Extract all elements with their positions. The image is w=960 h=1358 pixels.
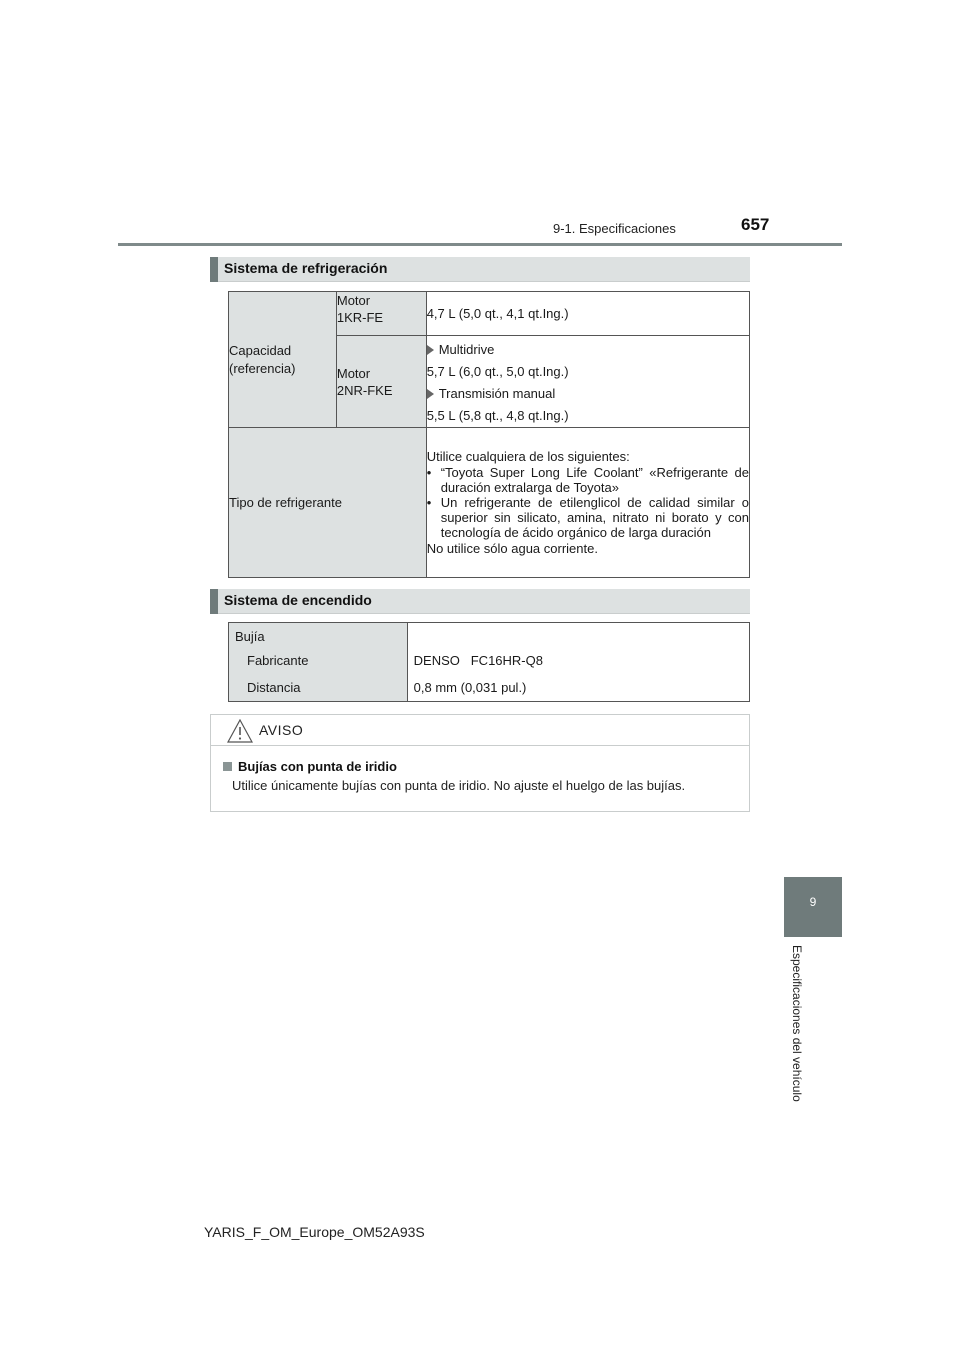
- ignition-table: [228, 622, 750, 702]
- header-rule: [118, 243, 842, 246]
- page-number: 657: [741, 215, 770, 234]
- capacity-label: Capacidad (referencia): [229, 342, 296, 376]
- notice-subtitle: Bujías con punta de iridio: [238, 759, 397, 774]
- coolant-label-cell: [229, 428, 427, 578]
- motor2-label-cell: [336, 336, 426, 428]
- cooling-section-heading: [210, 257, 750, 282]
- ignition-section-title: Sistema de encendido: [224, 592, 372, 608]
- motor1-label-cell: [336, 292, 426, 336]
- chapter-title: Especificaciones del vehículo: [790, 945, 804, 1102]
- motor1-value-cell: [426, 292, 749, 336]
- notice-title: AVISO: [259, 722, 304, 738]
- motor2-option1: [427, 340, 749, 360]
- triangle-bullet-icon: [427, 345, 434, 355]
- motor2-value2: 5,5 L (5,8 qt., 4,8 qt.Ing.): [426, 407, 569, 423]
- gap-value: 0,8 mm (0,031 pul.): [413, 680, 527, 695]
- coolant-note: No utilice sólo agua corriente.: [426, 541, 598, 556]
- notice-body: Utilice únicamente bujías con punta de iridio. No ajuste el huelgo de las bujías.: [232, 778, 686, 793]
- motor1-label: Motor 1KR-FE: [336, 293, 384, 325]
- motor2-option2: [427, 384, 749, 404]
- cooling-section-title: Sistema de refrigeración: [224, 260, 388, 276]
- ignition-section-heading: [210, 589, 750, 614]
- motor2-label: Motor 2NR-FKE: [336, 365, 393, 398]
- square-bullet-icon: [223, 762, 232, 771]
- spark-plug-label: Bujía: [235, 629, 265, 644]
- motor1-value: 4,7 L (5,0 qt., 4,1 qt.Ing.): [426, 306, 569, 321]
- maker-value: DENSO FC16HR-Q8: [413, 653, 543, 668]
- chapter-tab: [784, 877, 842, 937]
- triangle-bullet-icon: [427, 389, 434, 399]
- ignition-values-cell: [407, 623, 749, 702]
- motor2-value1: 5,7 L (6,0 qt., 5,0 qt.Ing.): [426, 363, 569, 379]
- notice-subtitle-row: [223, 759, 397, 774]
- coolant-bullet-1: • “Toyota Super Long Life Coolant” «Refrigerante de duración extralarga de Toyota»: [426, 465, 749, 495]
- heading-accent-bar: [210, 589, 218, 614]
- ignition-labels-cell: [229, 623, 408, 702]
- warning-triangle-icon: [227, 719, 253, 743]
- coolant-label: Tipo de refrigerante: [229, 495, 342, 510]
- maker-label: Fabricante: [247, 653, 309, 668]
- coolant-intro: Utilice cualquiera de los siguientes:: [426, 448, 630, 464]
- running-section-title: 9-1. Especificaciones: [553, 221, 676, 236]
- coolant-bullet-2-text: Un refrigerante de etilenglicol de calidad similar o superior sin silicato, amina, nitrato ni borato y con tecnología de ácido orgánico de larga duración: [440, 495, 749, 540]
- heading-accent-bar: [210, 257, 218, 282]
- motor2-option2-label: Transmisión manual: [438, 385, 556, 401]
- coolant-bullet-1-text: “Toyota Super Long Life Coolant” «Refrigerante de duración extralarga de Toyota»: [440, 465, 749, 495]
- gap-label: Distancia: [247, 680, 301, 695]
- cooling-table: [228, 291, 750, 578]
- capacity-label-cell: [229, 292, 337, 428]
- coolant-bullet-2: • Un refrigerante de etilenglicol de calidad similar o superior sin silicato, amina, nitrato ni borato y con tecnología de ácido orgánico de larga duración: [426, 495, 749, 540]
- footer-doc-id: YARIS_F_OM_Europe_OM52A93S: [204, 1224, 425, 1240]
- coolant-value-cell: [426, 428, 749, 578]
- chapter-number: 9: [809, 895, 817, 909]
- notice-box: [210, 714, 750, 812]
- motor2-option1-label: Multidrive: [438, 341, 495, 357]
- motor2-value-cell: [426, 336, 749, 428]
- notice-header: [211, 715, 749, 746]
